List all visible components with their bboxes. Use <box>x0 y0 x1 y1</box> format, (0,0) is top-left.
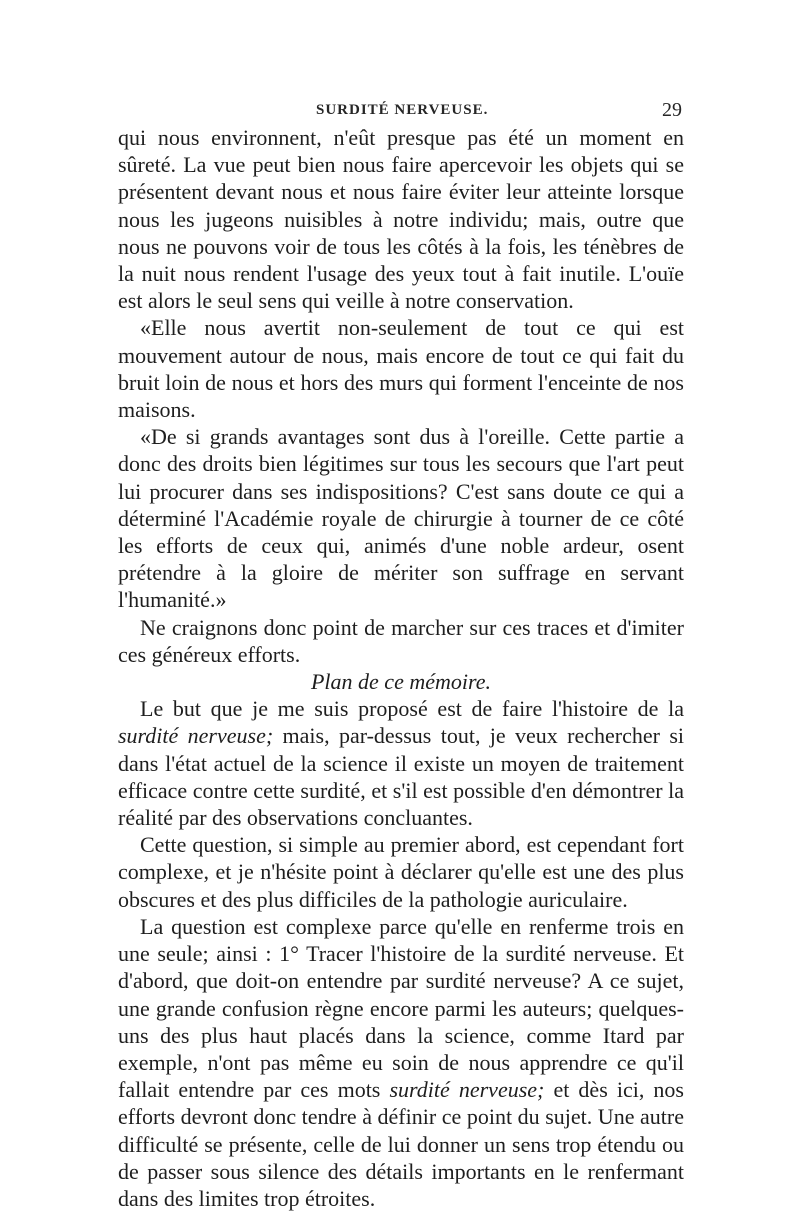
paragraph-complex-end: et dès ici, nos efforts devront donc tendre à définir ce point du sujet. Une autre difficulté se présente, celle de lui donner un sens trop étendu ou de passer sous silence des détails importants en le renfermant dans des limites trop étroites. <box>118 1077 684 1211</box>
page-header <box>118 99 690 127</box>
paragraph-plan-end: mais, par-dessus tout, je veux rechercher si dans l'état actuel de la science il existe un moyen de traitement efficace contre cette surdité, et s'il est possible d'en démontrer la réalité par des observations concluantes. <box>118 723 684 831</box>
paragraph-complex <box>118 913 684 1212</box>
paragraph-complex-emphasis: surdité nerveuse; <box>389 1077 545 1103</box>
paragraph-plan-emphasis: surdité nerveuse; <box>118 723 274 749</box>
paragraph-efforts: Ne craignons donc point de marcher sur ces traces et d'imiter ces généreux efforts. <box>118 614 684 667</box>
paragraph-quote-hearing: «Elle nous avertit non-seulement de tout ce qui est mouvement autour de nous, mais encore de tout ce qui fait du bruit loin de nous et hors des murs qui forment l'enceinte de nos maisons. <box>118 315 684 423</box>
section-title: Plan de ce mémoire. <box>310 669 491 695</box>
paragraph-question: Cette question, si simple au premier abord, est cependant fort complexe, et je n'hésite point à déclarer qu'elle est une des plus obscures et des plus difficiles de la pathologie auriculaire. <box>118 832 684 912</box>
paragraph-plan <box>118 695 684 831</box>
body-text <box>118 124 684 1212</box>
paragraph-plan-start: Le but que je me suis proposé est de faire l'histoire de la <box>140 696 684 722</box>
page-number: 29 <box>662 99 682 121</box>
paragraph-continuation: qui nous environnent, n'eût presque pas été un moment en sûreté. La vue peut bien nous faire apercevoir les objets qui se présentent devant nous et nous faire éviter leur atteinte lorsque nous les jugeons nuisibles à notre individu; mais, outre que nous ne pouvons voir de tous les côtés à la fois, les ténèbres de la nuit nous rendent l'usage des yeux tout à fait inutile. L'ouïe est alors le seul sens qui veille à notre conservation. <box>118 125 684 314</box>
paragraph-quote-advantages: «De si grands avantages sont dus à l'oreille. Cette partie a donc des droits bien légitimes sur tous les secours que l'art peut lui procurer dans ses indispositions? C'est sans doute ce qui a déterminé l'Académie royale de chirurgie à tourner de ce côté les efforts de ceux qui, animés d'une noble ardeur, osent prétendre à la gloire de mériter son suffrage en servant l'humanité.» <box>118 424 684 613</box>
running-title: SURDITÉ NERVEUSE. <box>316 102 489 118</box>
paragraph-complex-start: La question est complexe parce qu'elle en renferme trois en une seule; ainsi : 1° Tracer l'histoire de la surdité nerveuse. Et d'abord, que doit-on entendre par surdité nerveuse? A ce sujet, une grande confusion règne encore parmi les auteurs; quelques-uns des plus haut placés dans la science, comme Itard par exemple, n'ont pas même eu soin de nous apprendre ce qu'il fallait entendre par ces mots <box>118 913 684 1103</box>
